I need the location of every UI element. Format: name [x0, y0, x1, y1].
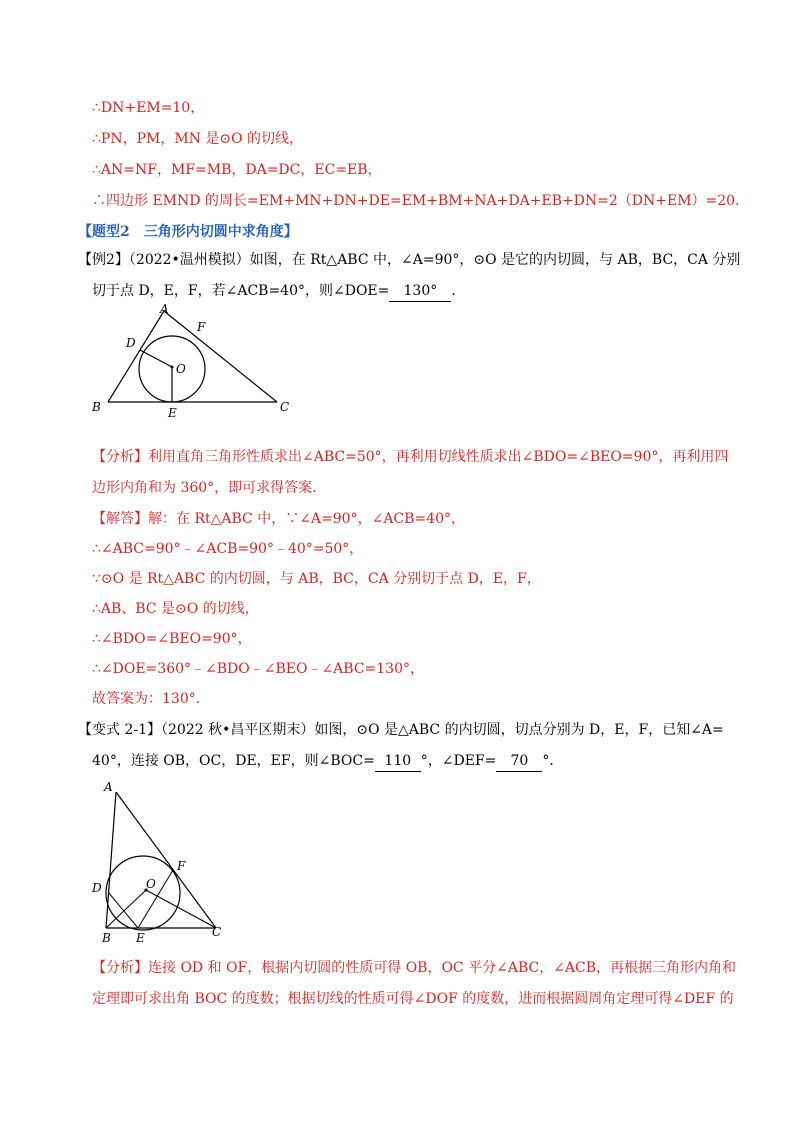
segment-oc: [146, 890, 216, 928]
label-o: O: [176, 362, 186, 376]
label-c: C: [212, 925, 222, 939]
variant21-analysis-text: 连接 OD 和 OF，根据内切圆的性质可得 OB，OC 平分∠ABC，∠ACB，再根据三角形内角和: [148, 960, 737, 976]
example2-question-text: （2022•温州模拟）如图，在 Rt△ABC 中，∠A=90°，⊙O 是它的内切圆，与 AB，BC，CA 分别: [128, 252, 741, 268]
section-title: 【题型2 三角形内切圆中求角度】: [78, 224, 298, 240]
variant21-question-suffix: °．: [542, 753, 564, 769]
label-a: A: [104, 780, 113, 794]
example2-analysis-text: 利用直角三角形性质求出∠ABC=50°，再利用切线性质求出∠BDO=∠BEO=90°，再利用四: [148, 449, 729, 465]
label-b: B: [102, 931, 111, 945]
label-b: B: [92, 400, 101, 414]
variant21-question-mid: °，∠DEF=: [420, 753, 497, 769]
example2-figure: [90, 302, 300, 420]
label-c: C: [280, 400, 290, 414]
example2-solution-line-7: 故答案为：130°．: [92, 691, 210, 707]
example2-solution-line-6: ∴∠DOE=360°﹣∠BDO﹣∠BEO﹣∠ABC=130°，: [92, 661, 425, 677]
segment-de: [108, 892, 138, 928]
example2-solution-tag: 【解答】: [92, 511, 148, 527]
variant21-question-text: （2022 秋•昌平区期末）如图，⊙O 是△ABC 的内切圆，切点分别为 D，E，F，已知∠A=: [161, 722, 724, 738]
example2-solution-text: 解：在 Rt△ABC 中，∵∠A=90°，∠ACB=40°，: [148, 511, 465, 527]
label-e: E: [168, 406, 177, 420]
example2-question-prefix: 切于点 D，E，F，若∠ACB=40°，则∠DOE=: [92, 283, 390, 299]
prev-solution-line-4: ∴四边形 EMND 的周长=EM+MN+DN+DE=EM+BM+NA+DA+EB+DN=2（DN+EM）=20．: [92, 193, 750, 209]
variant21-answer-2: 70: [496, 751, 542, 772]
variant21-line-2: [92, 751, 563, 772]
prev-solution-line-1: ∴DN+EM=10，: [92, 100, 205, 116]
segment-ob: [106, 890, 146, 928]
example2-line-2: [92, 281, 465, 302]
prev-solution-line-3: ∴AN=NF，MF=MB，DA=DC，EC=EB，: [92, 162, 382, 178]
side-ac: [116, 792, 216, 928]
variant21-line-1: [78, 720, 724, 740]
label-o: O: [146, 877, 156, 891]
example2-solution-line-4: ∴AB、BC 是⊙O 的切线，: [92, 601, 259, 617]
variant21-analysis-line-2: 定理即可求出角 BOC 的度数；根据切线的性质可得∠DOF 的度数，进而根据圆周角定理可得∠DEF 的: [92, 991, 734, 1007]
variant21-question-prefix: 40°，连接 OB，OC，DE，EF，则∠BOC=: [92, 753, 375, 769]
example2-question-suffix: ．: [451, 283, 466, 299]
side-ab: [108, 311, 164, 402]
example2-solution-line-3: ∵⊙O 是 Rt△ABC 的内切圆，与 AB，BC，CA 分别切于点 D，E，F，: [92, 571, 541, 587]
variant21-answer-1: 110: [375, 751, 421, 772]
label-d: D: [92, 881, 102, 895]
example2-solution-line-1: [92, 509, 465, 529]
label-f: F: [197, 320, 206, 334]
variant21-analysis-tag: 【分析】: [92, 960, 148, 976]
example2-solution-line-2: ∴∠ABC=90°﹣∠ACB=90°﹣40°=50°，: [92, 541, 364, 557]
example2-analysis-tag: 【分析】: [92, 449, 148, 465]
variant21-figure: [90, 778, 240, 948]
side-ac: [164, 311, 277, 402]
prev-solution-line-2: ∴PN，PM，MN 是⊙O 的切线，: [92, 131, 304, 147]
label-f: F: [177, 859, 186, 873]
example2-answer: 130°: [389, 281, 451, 302]
center-o-dot: [171, 366, 174, 369]
example2-analysis-line-2: 边形内角和为 360°，即可求得答案．: [92, 480, 327, 496]
example2-line-1: [78, 250, 740, 270]
example2-solution-line-5: ∴∠BDO=∠BEO=90°，: [92, 631, 252, 647]
label-a: A: [160, 302, 169, 316]
label-d: D: [126, 336, 136, 350]
side-ab: [106, 792, 116, 928]
example2-analysis-line-1: [92, 447, 728, 467]
segment-od: [140, 350, 172, 367]
example2-tag: 【例2】: [78, 252, 129, 268]
label-e: E: [136, 931, 145, 945]
variant21-analysis-line-1: [92, 958, 736, 978]
variant21-tag: 【变式 2-1】: [78, 722, 161, 738]
